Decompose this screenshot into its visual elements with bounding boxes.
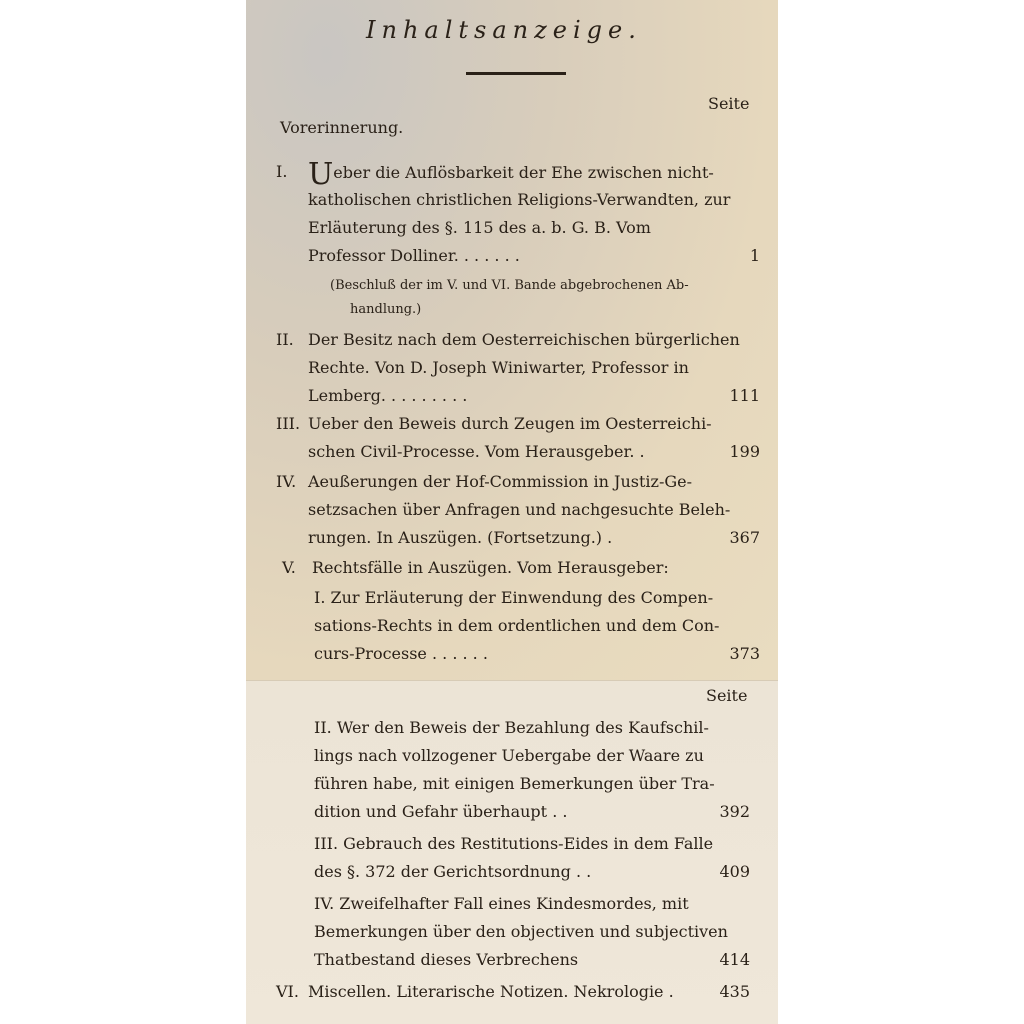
entry1-line1-text: eber die Auflösbarkeit der Ehe zwischen nicht- [333, 163, 714, 182]
entry6-numeral: VI. [276, 982, 299, 1001]
entry6-line1: Miscellen. Literarische Notizen. Nekrologie . [308, 982, 674, 1001]
entry4-line1: Aeußerungen der Hof-Commission in Justiz-Ge- [308, 472, 693, 491]
entry2-line3: Lemberg. . . . . . . . . [308, 386, 468, 405]
entry5-line1: Rechtsfälle in Auszügen. Vom Herausgeber: [312, 558, 669, 577]
vorerinnerung: Vorerinnerung. [280, 118, 404, 137]
title-rule [466, 72, 566, 75]
entry4-numeral: IV. [276, 472, 297, 491]
entry5-sub4-line1: IV. Zweifelhafter Fall eines Kindesmordes, mit [314, 894, 689, 913]
entry1-page: 1 [749, 246, 760, 265]
entry6-page: 435 [719, 982, 750, 1001]
entry5-sub1-line2: sations-Rechts in dem ordentlichen und dem Con- [314, 616, 720, 635]
entry3-page: 199 [729, 442, 760, 461]
entry5-sub3-page: 409 [719, 862, 750, 881]
entry4-line3: rungen. In Auszügen. (Fortsetzung.) . [308, 528, 613, 547]
entry1-note2: handlung.) [350, 302, 422, 317]
entry1-numeral: I. [276, 162, 288, 181]
entry5-sub1-page: 373 [729, 644, 760, 663]
page-title: Inhaltsanzeige. [366, 16, 642, 44]
entry5-sub3-line2: des §. 372 der Gerichtsordnung . . [314, 862, 592, 881]
entry5-sub4-page: 414 [719, 950, 750, 969]
seite-label-bottom: Seite [706, 686, 748, 705]
entry2-line2: Rechte. Von D. Joseph Winiwarter, Professor in [308, 358, 689, 377]
entry5-sub4-line3: Thatbestand dieses Verbrechens [314, 950, 579, 969]
entry3-numeral: III. [276, 414, 301, 433]
entry5-sub4-line2: Bemerkungen über den objectiven und subjectiven [314, 922, 728, 941]
entry5-sub2-line3: führen habe, mit einigen Bemerkungen über Tra- [314, 774, 715, 793]
entry2-page: 111 [729, 386, 760, 405]
entry3-line2: schen Civil-Processe. Vom Herausgeber. . [308, 442, 645, 461]
entry1-initial: U [308, 157, 334, 192]
entry4-line2: setzsachen über Anfragen und nachgesuchte Beleh- [308, 500, 731, 519]
entry1-line2: katholischen christlichen Religions-Verwandten, zur [308, 190, 731, 209]
entry5-sub1-line3: curs-Processe . . . . . . [314, 644, 488, 663]
entry2-line1: Der Besitz nach dem Oesterreichischen bürgerlichen [308, 330, 740, 349]
entry3-line1: Ueber den Beweis durch Zeugen im Oesterreichi- [308, 414, 712, 433]
entry1-line1 [308, 157, 714, 192]
entry5-sub2-line2: lings nach vollzogener Uebergabe der Waare zu [314, 746, 704, 765]
entry5-sub3-line1: III. Gebrauch des Restitutions-Eides in dem Falle [314, 834, 714, 853]
entry2-numeral: II. [276, 330, 294, 349]
entry1-line4: Professor Dolliner. . . . . . . [308, 246, 520, 265]
entry5-sub2-page: 392 [719, 802, 750, 821]
entry1-line3: Erläuterung des §. 115 des a. b. G. B. Vom [308, 218, 651, 237]
entry4-page: 367 [729, 528, 760, 547]
entry1-note1: (Beschluß der im V. und VI. Bande abgebrochenen Ab- [330, 278, 689, 293]
scanned-page [246, 0, 778, 1024]
entry5-sub2-line1: II. Wer den Beweis der Bezahlung des Kaufschil- [314, 718, 709, 737]
entry5-numeral: V. [282, 558, 296, 577]
seite-label-top: Seite [708, 94, 750, 113]
entry5-sub1-line1: I. Zur Erläuterung der Einwendung des Compen- [314, 588, 714, 607]
entry5-sub2-line4: dition und Gefahr überhaupt . . [314, 802, 568, 821]
